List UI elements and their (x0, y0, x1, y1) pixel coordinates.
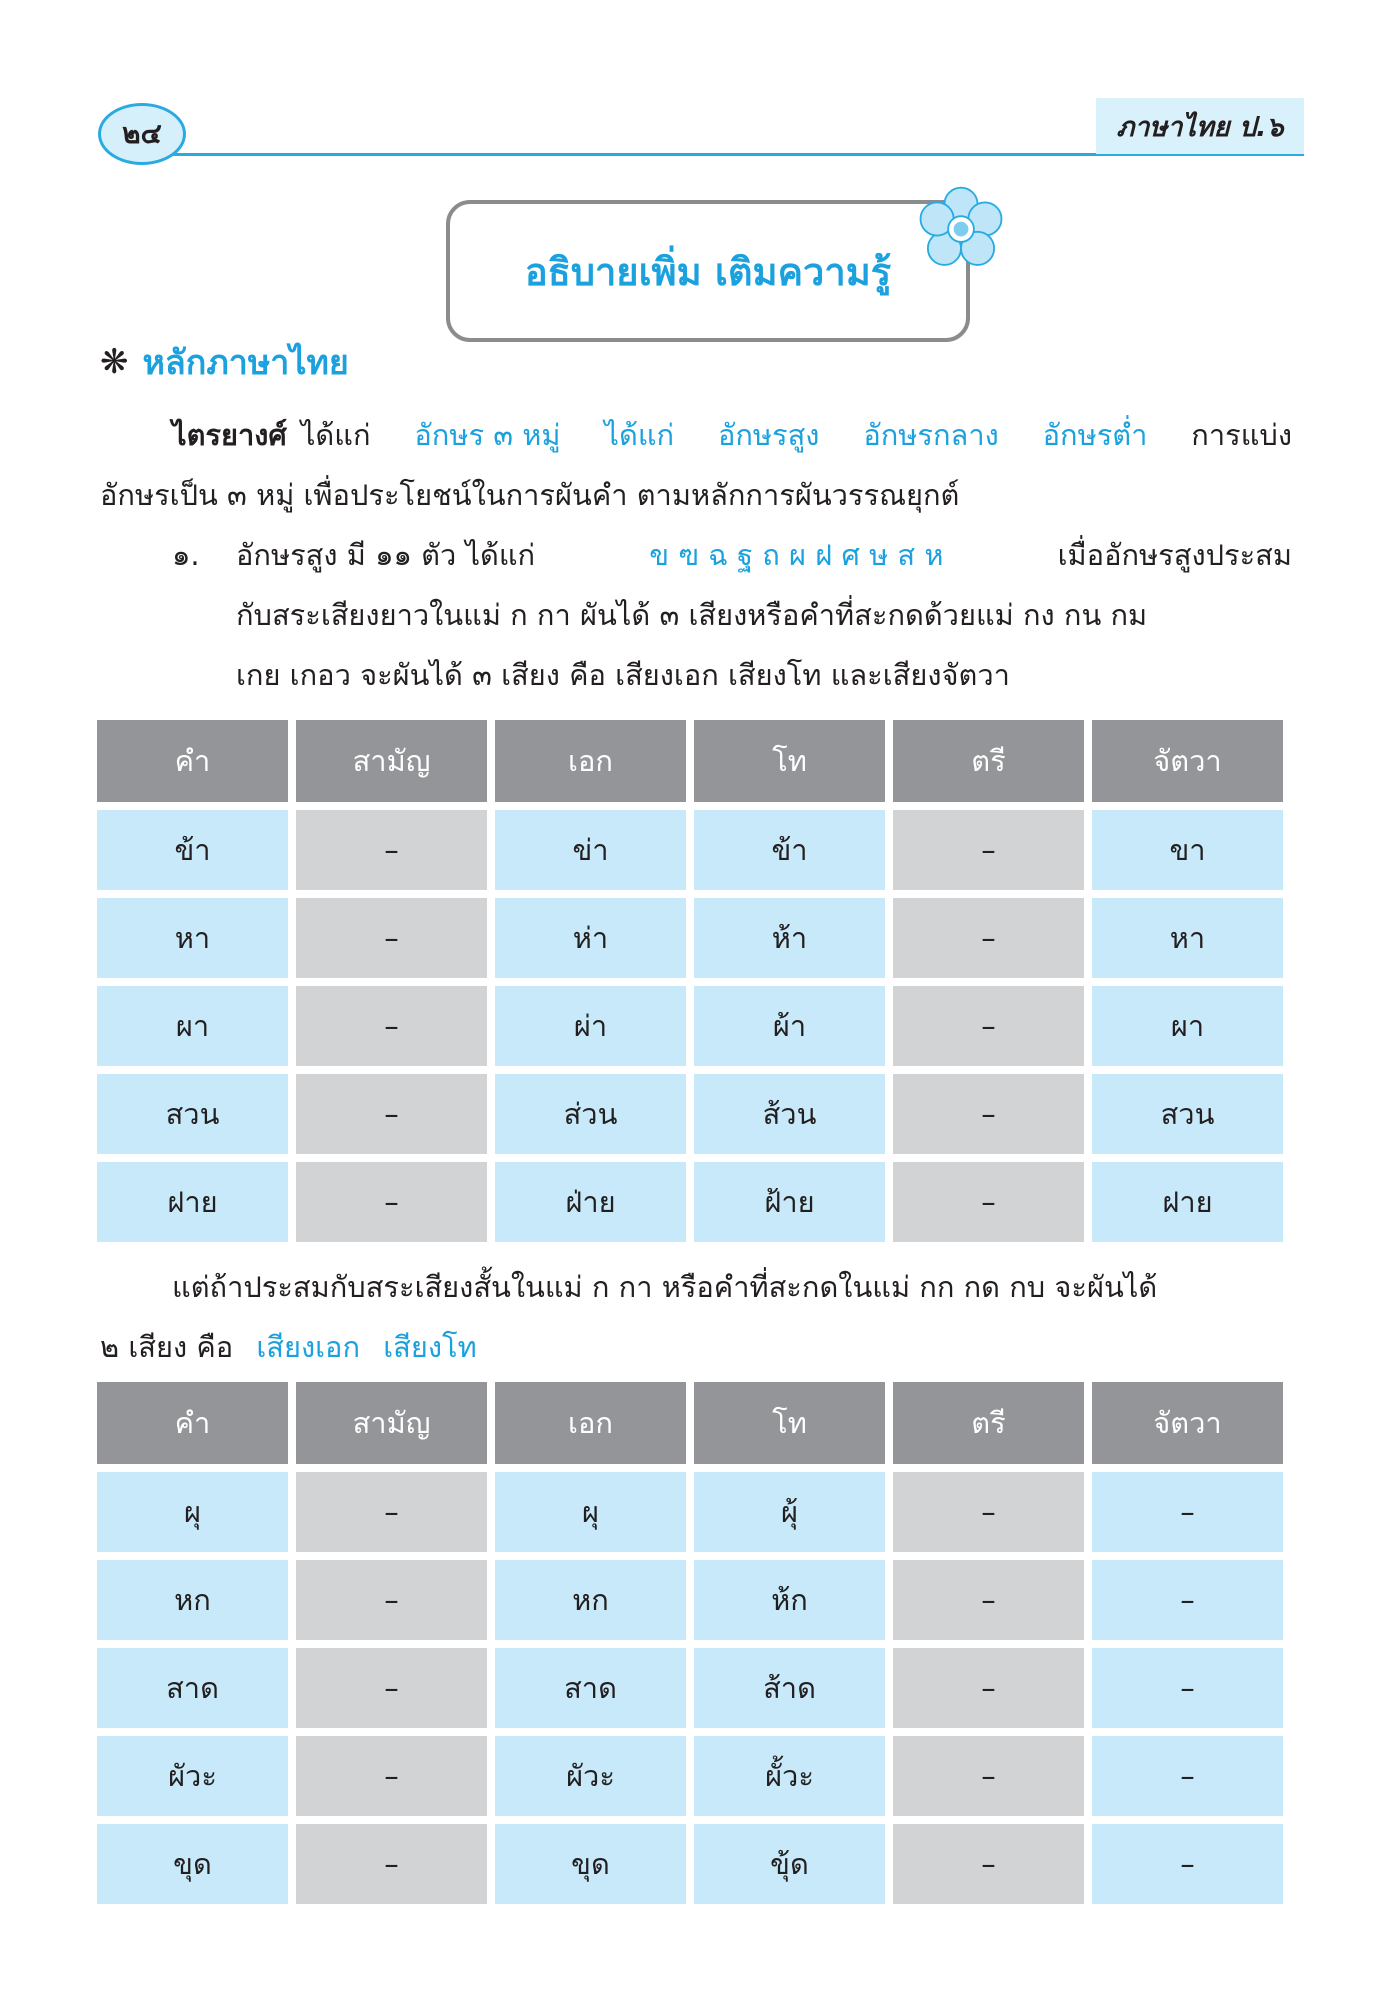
table-cell: ผ่า (495, 986, 686, 1066)
table-header: ตรี (893, 720, 1084, 802)
highlight-low-class: อักษรต่ำ (1042, 418, 1148, 452)
table-cell: ขุด (495, 1824, 686, 1904)
table-row (97, 1560, 1283, 1640)
table-cell: – (893, 810, 1084, 890)
table-cell: – (296, 1824, 487, 1904)
table-cell: – (893, 1074, 1084, 1154)
section-title-box (446, 200, 970, 342)
table-cell: – (296, 1736, 487, 1816)
table-cell: ฝาย (97, 1162, 288, 1242)
table-row (97, 1074, 1283, 1154)
highlight-mid-class: อักษรกลาง (863, 418, 999, 452)
page-number: ๒๔ (98, 103, 186, 165)
table-cell: หา (97, 898, 288, 978)
section-heading (100, 338, 349, 386)
table-cell: ผ้า (694, 986, 885, 1066)
table-cell: – (1092, 1472, 1283, 1552)
table-cell: สวน (1092, 1074, 1283, 1154)
table-cell: หก (495, 1560, 686, 1640)
table-cell: ฝาย (1092, 1162, 1283, 1242)
table-cell: ส้าด (694, 1648, 885, 1728)
table-cell: – (1092, 1736, 1283, 1816)
table-cell: – (893, 1560, 1084, 1640)
table-cell: – (296, 1560, 487, 1640)
table-row (97, 1162, 1283, 1242)
section-title: อธิบายเพิ่ม เติมความรู้ (524, 249, 892, 294)
item1-line-1 (236, 526, 1292, 584)
intro-text: ได้แก่ (300, 418, 371, 452)
table-cell: – (1092, 1824, 1283, 1904)
table-cell: หก (97, 1560, 288, 1640)
table-cell: – (893, 1162, 1084, 1242)
table-cell: ผัวะ (495, 1736, 686, 1816)
highlight-ek-tone: เสียงเอก (256, 1330, 361, 1364)
table-cell: – (893, 898, 1084, 978)
tone-table-short-vowels (89, 1374, 1291, 1912)
table-cell: – (296, 1472, 487, 1552)
table-cell: สาด (495, 1648, 686, 1728)
table-row (97, 986, 1283, 1066)
item1-text: อักษรสูง มี ๑๑ ตัว ได้แก่ (236, 538, 536, 572)
high-class-letters: ข ฃ ฉ ฐ ถ ผ ฝ ศ ษ ส ห (649, 538, 944, 572)
table-cell: – (893, 1736, 1084, 1816)
intro-line-1 (172, 406, 1292, 464)
item1-line-3: เกย เกอว จะผันได้ ๓ เสียง คือ เสียงเอก เสียงโท และเสียงจัตวา (236, 658, 1010, 692)
middle-text: ๒ เสียง คือ (100, 1330, 234, 1364)
table-header: ตรี (893, 1382, 1084, 1464)
intro-text: การแบ่ง (1191, 418, 1292, 452)
item-number: ๑. (172, 538, 200, 572)
table-row (97, 1736, 1283, 1816)
table-cell: – (893, 986, 1084, 1066)
table-cell: ส้วน (694, 1074, 885, 1154)
highlight-three-groups: อักษร ๓ หมู่ (414, 418, 561, 452)
flower-bullet-icon: ❋ (100, 342, 129, 382)
table-cell: ผั้วะ (694, 1736, 885, 1816)
table-cell: ขา (1092, 810, 1283, 890)
table-cell: ห่า (495, 898, 686, 978)
table-cell: ผุ (97, 1472, 288, 1552)
table-header: สามัญ (296, 720, 487, 802)
table-cell: ผุ้ (694, 1472, 885, 1552)
table-header: คำ (97, 720, 288, 802)
table-cell: ข่า (495, 810, 686, 890)
table-cell: ข้า (694, 810, 885, 890)
intro-line-2: อักษรเป็น ๓ หมู่ เพื่อประโยชน์ในการผันคำ ตามหลักการผันวรรณยุกต์ (100, 478, 960, 512)
table-header: เอก (495, 1382, 686, 1464)
table-cell: ฝ้าย (694, 1162, 885, 1242)
item1-text: เมื่ออักษรสูงประสม (1057, 538, 1292, 572)
table-row (97, 898, 1283, 978)
middle-line-1: แต่ถ้าประสมกับสระเสียงสั้นในแม่ ก กา หรือคำที่สะกดในแม่ กก กด กบ จะผันได้ (172, 1270, 1158, 1304)
table-header: คำ (97, 1382, 288, 1464)
table-cell: ส่วน (495, 1074, 686, 1154)
table-cell: – (296, 1162, 487, 1242)
table-header-row (97, 720, 1283, 802)
table-row (97, 810, 1283, 890)
item1-line-2: กับสระเสียงยาวในแม่ ก กา ผันได้ ๓ เสียงหรือคำที่สะกดด้วยแม่ กง กน กม (236, 598, 1148, 632)
table-header: จัตวา (1092, 720, 1283, 802)
table-cell: ห้า (694, 898, 885, 978)
table-row (97, 1824, 1283, 1904)
table-cell: ห้ก (694, 1560, 885, 1640)
table-cell: – (893, 1648, 1084, 1728)
table-cell: สาด (97, 1648, 288, 1728)
table-cell: – (1092, 1560, 1283, 1640)
table-cell: ผา (97, 986, 288, 1066)
section-heading-text: หลักภาษาไทย (142, 343, 349, 383)
table-cell: ผัวะ (97, 1736, 288, 1816)
table-cell: – (893, 1824, 1084, 1904)
table-cell: ขุด (97, 1824, 288, 1904)
highlight-high-class: อักษรสูง (717, 418, 820, 452)
table-row (97, 1472, 1283, 1552)
highlight-text: ได้แก่ (604, 418, 675, 452)
table-cell: ฝ่าย (495, 1162, 686, 1242)
table-header: โท (694, 720, 885, 802)
flower-icon (915, 184, 1007, 276)
table-header: สามัญ (296, 1382, 487, 1464)
table-header: จัตวา (1092, 1382, 1283, 1464)
table-cell: – (296, 986, 487, 1066)
table-header: โท (694, 1382, 885, 1464)
table-row (97, 1648, 1283, 1728)
table-cell: – (1092, 1648, 1283, 1728)
table-cell: ขุ้ด (694, 1824, 885, 1904)
book-title: ภาษาไทย ป.๖ (1096, 98, 1304, 154)
table-cell: หา (1092, 898, 1283, 978)
table-cell: – (296, 1648, 487, 1728)
term-trairayang: ไตรยางศ์ (172, 418, 287, 452)
table-header-row (97, 1382, 1283, 1464)
table-cell: – (893, 1472, 1084, 1552)
table-cell: – (296, 810, 487, 890)
table-cell: ข้า (97, 810, 288, 890)
table-cell: ผุ (495, 1472, 686, 1552)
table-cell: – (296, 1074, 487, 1154)
table-cell: ผา (1092, 986, 1283, 1066)
highlight-tho-tone: เสียงโท (383, 1330, 477, 1364)
table-header: เอก (495, 720, 686, 802)
tone-table-long-vowels (89, 712, 1291, 1250)
table-cell: สวน (97, 1074, 288, 1154)
middle-line-2 (100, 1318, 477, 1376)
table-cell: – (296, 898, 487, 978)
